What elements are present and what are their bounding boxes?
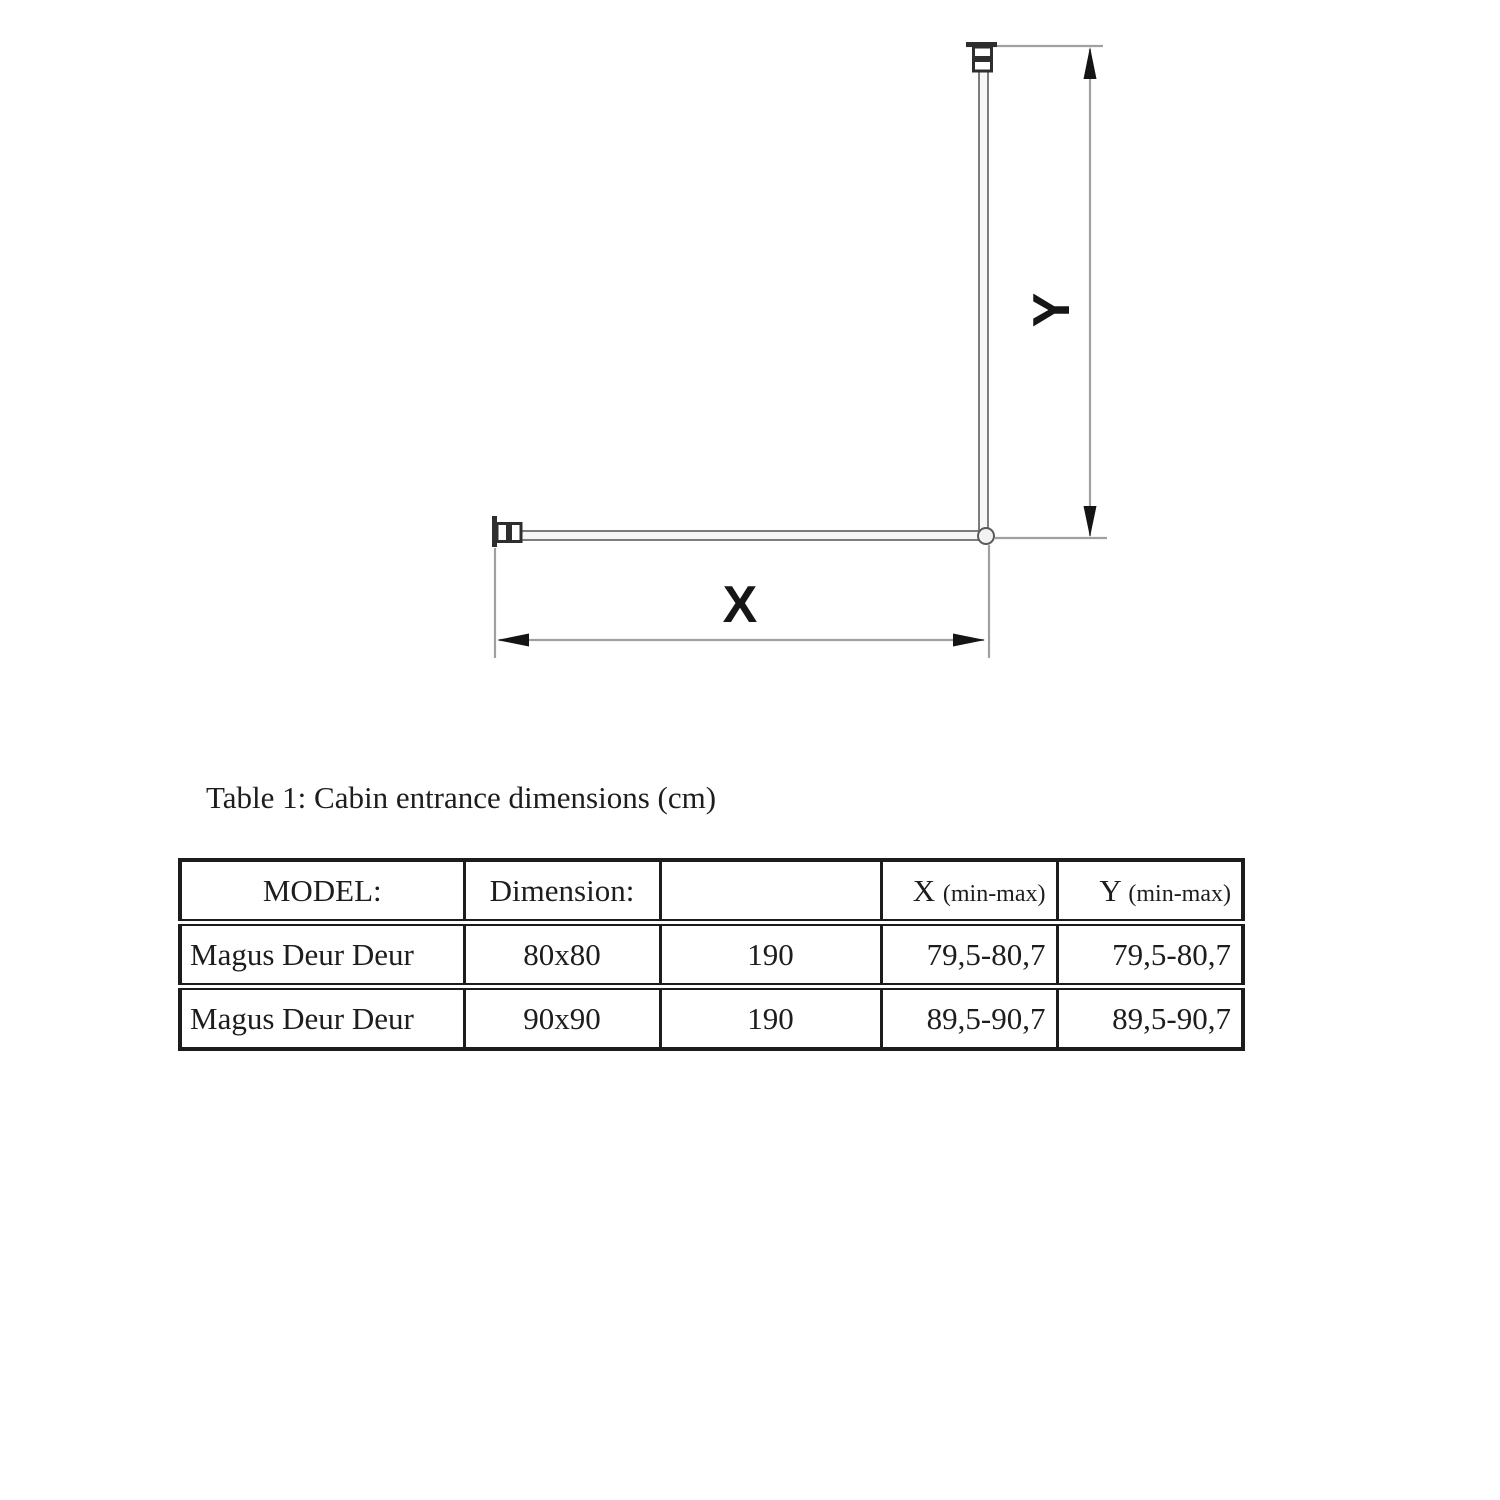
header-text: Y (1099, 872, 1121, 908)
arrowhead-down-icon (1084, 506, 1097, 537)
cell-height: 190 (660, 923, 881, 987)
cell-height: 190 (660, 987, 881, 1050)
wall-bracket-left (492, 516, 521, 547)
cell-y-range: 79,5-80,7 (1057, 923, 1243, 987)
wall-bracket-top (966, 42, 997, 71)
y-dimension-label: Y (1023, 292, 1081, 328)
cell-dimension: 90x90 (464, 987, 660, 1050)
table-header-row (180, 860, 1243, 923)
col-header-blank (660, 860, 881, 923)
header-text: Dimension: (489, 872, 635, 908)
col-header-dimension (464, 860, 660, 923)
arrowhead-left-icon (497, 634, 529, 647)
col-header-x-range (881, 860, 1057, 923)
cabin-dimensions-table (178, 858, 1245, 1051)
glass-panel-vertical (979, 47, 988, 536)
header-text: MODEL: (262, 872, 382, 908)
cell-x-range: 89,5-90,7 (881, 987, 1057, 1050)
table-caption: Table 1: Cabin entrance dimensions (cm) (206, 780, 717, 815)
bracket-bar (974, 56, 991, 62)
corner-joint (978, 528, 994, 544)
col-header-y-range (1057, 860, 1243, 923)
header-text: X (912, 872, 936, 908)
arrowhead-right-icon (953, 634, 985, 647)
cell-model: Magus Deur Deur (180, 987, 464, 1050)
cell-y-range: 89,5-90,7 (1057, 987, 1243, 1050)
header-subtext: (min-max) (942, 880, 1046, 907)
x-dimension-label: X (722, 576, 758, 634)
table-row (180, 987, 1243, 1050)
bracket-bar (506, 524, 512, 541)
cell-dimension: 80x80 (464, 923, 660, 987)
col-header-model (180, 860, 464, 923)
cell-x-range: 79,5-80,7 (881, 923, 1057, 987)
glass-panel-horizontal (513, 531, 983, 540)
cell-model: Magus Deur Deur (180, 923, 464, 987)
header-subtext: (min-max) (1128, 880, 1231, 907)
arrowhead-up-icon (1084, 47, 1097, 79)
table-row (180, 923, 1243, 987)
